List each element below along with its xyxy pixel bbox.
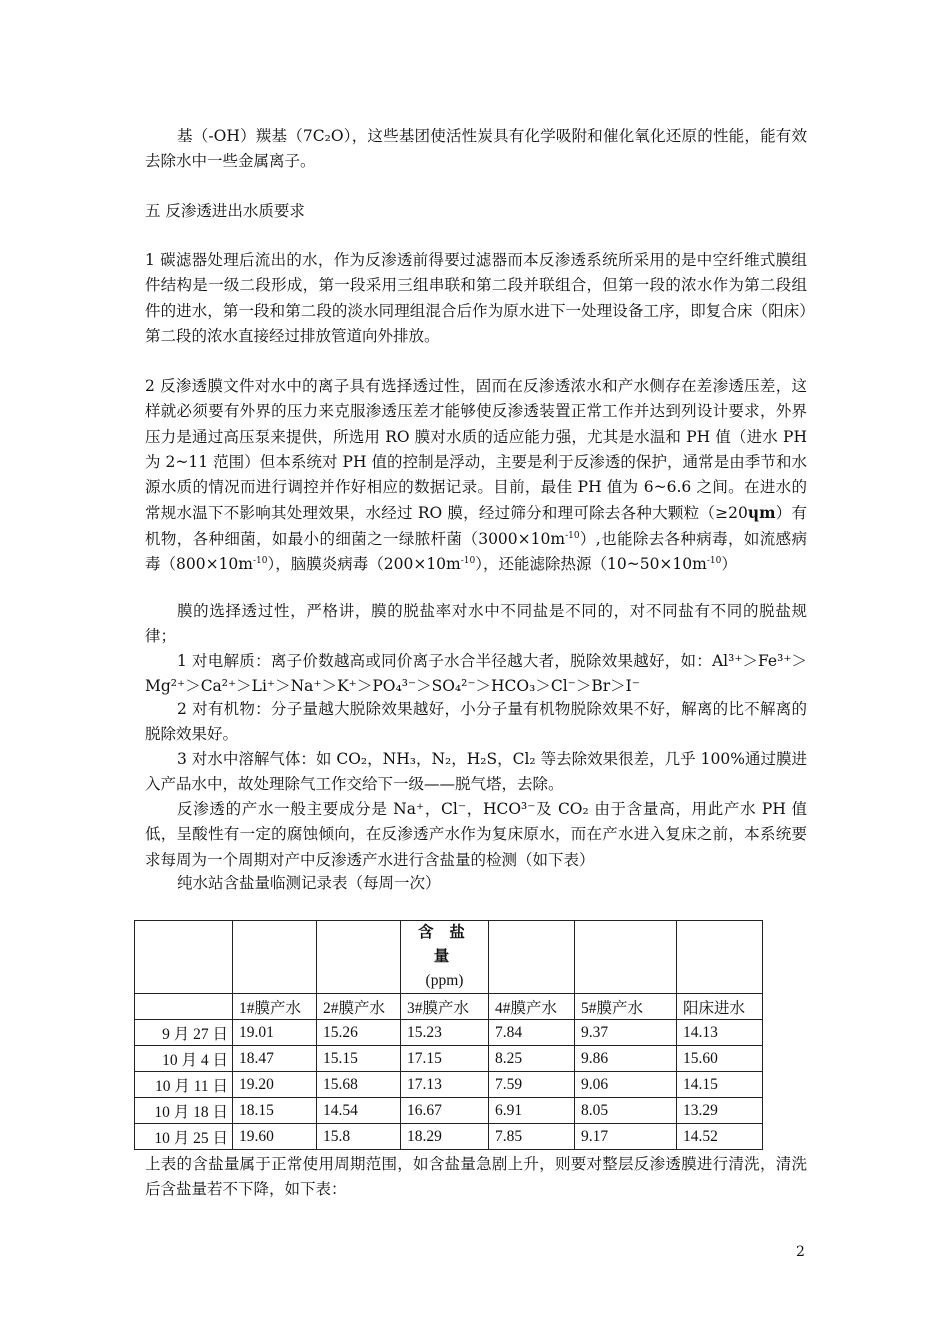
table-cell: 17.15 bbox=[401, 1046, 489, 1072]
table-cell: 19.01 bbox=[233, 1020, 317, 1046]
table-cell: 18.29 bbox=[401, 1124, 489, 1150]
column-header: 2#膜产水 bbox=[317, 994, 401, 1020]
paragraph-1: 1 碳滤器处理后流出的水，作为反渗透前得要过滤器而本反渗透系统所采用的是中空纤维式膜组件结构是一级二段形成，第一段采用三组串联和第二段并联组合，但第一段的浓水作为第二段组件的进水，第一段和第二段的淡水同理组混合后作为原水进下一处理设备工序，即复合床（阳床）第二段的浓水直接经过排放管道向外排放。 bbox=[145, 251, 807, 345]
page-number: 2 bbox=[796, 1244, 805, 1260]
table-cell: 14.15 bbox=[677, 1072, 763, 1098]
table-cell: 13.29 bbox=[677, 1098, 763, 1124]
table-cell: 19.60 bbox=[233, 1124, 317, 1150]
table-row bbox=[135, 1072, 763, 1098]
section-title: 五 反渗透进出水质要求 bbox=[145, 202, 305, 220]
row-date: 10 月 4 日 bbox=[135, 1046, 233, 1072]
column-header: 4#膜产水 bbox=[489, 994, 575, 1020]
table-cell: 15.8 bbox=[317, 1124, 401, 1150]
table-cell: 16.67 bbox=[401, 1098, 489, 1124]
table-cell: 14.54 bbox=[317, 1098, 401, 1124]
rule-organics: 2 对有机物：分子量越大脱除效果越好，小分子量有机物脱除效果不好，解离的比不解离的脱除效果好。 bbox=[145, 700, 807, 744]
table-cell: 9.37 bbox=[575, 1020, 677, 1046]
membrane-paragraph: 膜的选择透过性，严格讲，膜的脱盐率对水中不同盐是不同的，对不同盐有不同的脱盐规律； bbox=[145, 602, 807, 646]
header-unit: (ppm) bbox=[425, 972, 464, 989]
carbon-paragraph: 基（-OH）羰基（7C₂O），这些基团使活性炭具有化学吸附和催化氧化还原的性能，能有效去除水中一些金属离子。 bbox=[145, 127, 807, 171]
paragraph-2: 2 反渗透膜文件对水中的离子具有选择透过性，固而在反渗透浓水和产水侧存在差渗透压差，这样就必须要有外界的压力来克服渗透压差才能够使反渗透装置正常工作并达到列设计要求，外界压力是通过高压泵来提供，所选用 RO 膜对水质的适应能力强，尤其是水温和 PH 值（进水 PH 为 2~11 范围）但本系统对 PH 值的控制是浮动，主要是利于反渗透的保护，通常是由季节和水源水质的情况而进行调控并作好相应的数据记录。目前，最佳 PH 值为 6~6.6 之间。在进水的常规水温下不影响其处理效果，水经过 RO 膜，经过筛分和理可除去各种大颗粒（≥20ɥm）有机物，各种细菌，如最小的细菌之一绿脓杆菌$(3000\times 10m^{-10})$,也能除去各种病毒，如流感病毒$(800\times 10m^{-10})$，脑膜炎病毒$(200\times 10m^{-10})$，还能滤除热源$(10\sim 50\times 10m^{-10})$ bbox=[145, 377, 807, 574]
table-cell: 9.17 bbox=[575, 1124, 677, 1150]
table-cell: 15.60 bbox=[677, 1046, 763, 1072]
table-cell: 14.52 bbox=[677, 1124, 763, 1150]
product-water-paragraph: 反渗透的产水一般主要成分是 Na⁺，Cl⁻，HCO³⁻及 CO₂ 由于含量高，用此产水 PH 值低，呈酸性有一定的腐蚀倾向，在反渗透产水作为复床原水，而在产水进入复床之前，本系统要求每周为一个周期对产中反渗透产水进行含盐量的检测（如下表） bbox=[145, 800, 807, 869]
table-cell: 15.26 bbox=[317, 1020, 401, 1046]
table-columns-row bbox=[135, 994, 763, 1020]
table-cell: 19.20 bbox=[233, 1072, 317, 1098]
table-row bbox=[135, 1020, 763, 1046]
table-row bbox=[135, 1046, 763, 1072]
table-header-row bbox=[135, 921, 763, 994]
column-header: 3#膜产水 bbox=[401, 994, 489, 1020]
rule-gases: 3 对水中溶解气体：如 CO₂，NH₃，N₂，H₂S，Cl₂ 等去除效果很差，几乎 100%通过膜进入产品水中，故处理除气工作交给下一级——脱气塔，去除。 bbox=[145, 750, 807, 794]
table-row bbox=[135, 1124, 763, 1150]
column-header: 阳床进水 bbox=[677, 994, 763, 1020]
header-title: 含 盐 量 bbox=[418, 924, 471, 965]
table-cell: 17.13 bbox=[401, 1072, 489, 1098]
table-cell: 18.47 bbox=[233, 1046, 317, 1072]
table-cell: 7.59 bbox=[489, 1072, 575, 1098]
column-header: 1#膜产水 bbox=[233, 994, 317, 1020]
table-cell: 6.91 bbox=[489, 1098, 575, 1124]
table-cell: 14.13 bbox=[677, 1020, 763, 1046]
salt-content-table bbox=[134, 920, 763, 1150]
table-cell: 15.23 bbox=[401, 1020, 489, 1046]
header-title-cell bbox=[401, 921, 489, 994]
table-cell: 7.84 bbox=[489, 1020, 575, 1046]
after-table-paragraph: 上表的含盐量属于正常使用周期范围，如含盐量急剧上升，则要对整层反渗透膜进行清洗，清洗后含盐量若不下降，如下表： bbox=[145, 1155, 807, 1199]
table-cell: 18.15 bbox=[233, 1098, 317, 1124]
table-cell: 9.86 bbox=[575, 1046, 677, 1072]
row-date: 10 月 25 日 bbox=[135, 1124, 233, 1150]
row-date: 10 月 11 日 bbox=[135, 1072, 233, 1098]
row-date: 10 月 18 日 bbox=[135, 1098, 233, 1124]
table-cell: 15.68 bbox=[317, 1072, 401, 1098]
row-date: 9 月 27 日 bbox=[135, 1020, 233, 1046]
table-caption: 纯水站含盐量临测记录表（每周一次） bbox=[177, 874, 441, 892]
table-cell: 8.25 bbox=[489, 1046, 575, 1072]
table-cell: 15.15 bbox=[317, 1046, 401, 1072]
rule-electrolytes: 1 对电解质：离子价数越高或同价离子水合半径越大者，脱除效果越好，如：Al³⁺＞Fe³⁺＞Mg²⁺＞Ca²⁺＞Li⁺＞Na⁺＞K⁺＞PO₄³⁻＞SO₄²⁻＞HCO₃＞Cl⁻＞Br＞I⁻ bbox=[145, 652, 807, 696]
table-row bbox=[135, 1098, 763, 1124]
table-cell: 8.05 bbox=[575, 1098, 677, 1124]
header-empty-cell bbox=[135, 921, 233, 994]
table-cell: 9.06 bbox=[575, 1072, 677, 1098]
table-cell: 7.85 bbox=[489, 1124, 575, 1150]
column-header: 5#膜产水 bbox=[575, 994, 677, 1020]
